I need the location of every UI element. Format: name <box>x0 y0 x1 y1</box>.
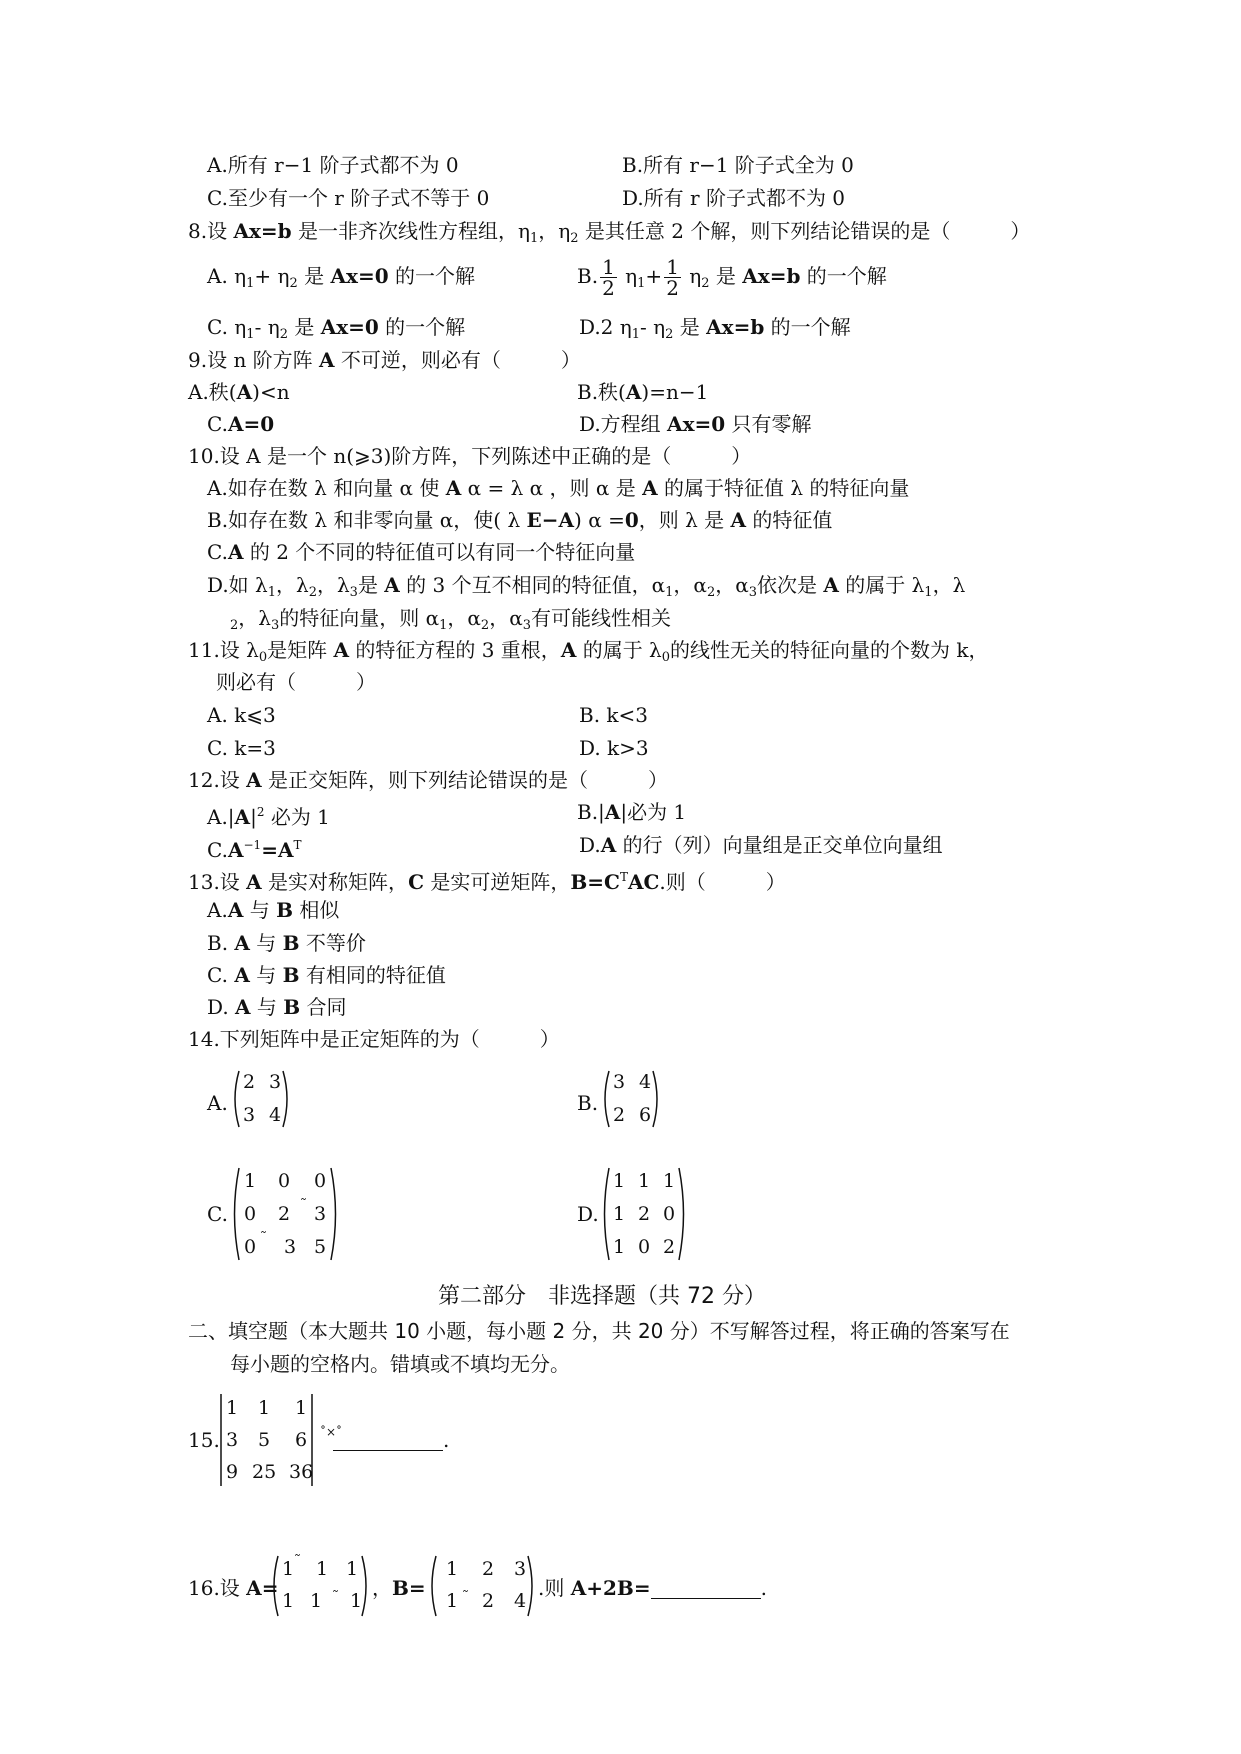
q11-option-a: A. k⩽3 <box>207 703 276 727</box>
matrix-cell: 0 <box>314 1170 327 1192</box>
determinant-cell: 1 <box>226 1397 239 1419</box>
tilde-mark: ˜ <box>332 1589 339 1605</box>
q11-option-c: C. k=3 <box>207 736 276 760</box>
fraction-one-half: $\frac{1}{2}$ <box>666 255 679 300</box>
matrix-cell: 1 <box>282 1590 295 1612</box>
part-two-title: 第二部分 非选择题（共 72 分） <box>438 1284 766 1309</box>
q11-option-d: D. k>3 <box>579 736 649 760</box>
matrix-cell: 1 <box>310 1590 323 1612</box>
matrix-cell: 1 <box>613 1170 626 1192</box>
q14-option-d-label: D. <box>577 1202 599 1226</box>
q8-option-d: D.2 $\eta_1-$ $\eta_2$ 是 Ax=b 的一个解 <box>579 315 851 342</box>
q10-option-c: C.A 的 2 个不同的特征值可以有同一个特征向量 <box>207 540 636 564</box>
q16-tail: .则 A+2B= . <box>538 1576 767 1600</box>
answer-blank[interactable] <box>651 1578 761 1599</box>
q16-matrix-a <box>270 1553 370 1619</box>
q8-option-c: C. $\eta_1-$ $\eta_2$ 是 Ax=0 的一个解 <box>207 315 466 342</box>
q10-option-d-line2: $_2$，$\lambda_3$的特征向量，则 $\alpha_1$，$\alpha_2$，$\alpha_3$有可能线性相关 <box>230 606 671 633</box>
q14-matrix-b <box>601 1068 661 1130</box>
matrix-parentheses-icon <box>601 1068 661 1130</box>
matrix-cell: 2 <box>663 1236 676 1258</box>
q8-option-a: A. $\eta_1+ \eta_2$ 是 Ax=0 的一个解 <box>207 264 476 291</box>
tilde-mark: ˜ <box>462 1589 469 1605</box>
matrix-cell: 2 <box>482 1590 495 1612</box>
q10-option-d-line1: D.如 $\lambda_1$，$\lambda_2$，$\lambda_3$是 A 的 3 个互不相同的特征值，$\alpha_1$，$\alpha_2$，$\alpha_3$依次是 A 的属于 $\lambda_1$，λ <box>207 573 966 600</box>
q12-stem: 12.设 A 是正交矩阵，则下列结论错误的是（ ） <box>188 768 669 792</box>
q12-option-a: $A.|A|^2$ 必为 1 <box>207 805 330 829</box>
matrix-cell: 2 <box>278 1203 291 1225</box>
matrix-cell: 1 <box>663 1170 676 1192</box>
q10-option-a: A.如存在数 λ 和向量 α 使 A α = λ α ，则 α 是 A 的属于特征值 λ 的特征向量 <box>207 476 910 500</box>
matrix-cell: 4 <box>269 1104 282 1126</box>
matrix-cell: 5 <box>314 1236 327 1258</box>
q15-determinant <box>218 1392 316 1488</box>
q8-stem: 8.设 Ax=b 是一非齐次线性方程组，$\eta_1$，$\eta_2$ 是其任意 2 个解，则下列结论错误的是（ ） <box>188 219 1031 246</box>
q13-option-c: C. A 与 B 有相同的特征值 <box>207 963 446 987</box>
matrix-cell: 3 <box>284 1236 297 1258</box>
matrix-cell: 0 <box>638 1236 651 1258</box>
matrix-cell: 4 <box>639 1071 652 1093</box>
q7-option-c: C.至少有一个 r 阶子式不等于 0 <box>207 186 490 210</box>
q8-option-b: B. $\frac{1}{2}$ $\eta_1+$ $\frac{1}{2}$ $\eta_2$ 是 Ax=b 的一个解 <box>577 255 887 300</box>
matrix-cell: 1 <box>350 1590 363 1612</box>
matrix-cell: 3 <box>269 1071 282 1093</box>
matrix-cell: 4 <box>514 1590 527 1612</box>
q9-stem: 9.设 n 阶方阵 A 不可逆，则必有（ ） <box>188 348 581 372</box>
matrix-parentheses-icon <box>231 1068 291 1130</box>
matrix-cell: 6 <box>639 1104 652 1126</box>
matrix-cell: 1 <box>282 1558 295 1580</box>
matrix-cell: 0 <box>244 1203 257 1225</box>
matrix-cell: 1 <box>638 1170 651 1192</box>
determinant-cell: 5 <box>258 1429 271 1451</box>
q11-option-b: B. k<3 <box>579 703 649 727</box>
q14-matrix-d <box>600 1165 688 1263</box>
tilde-mark: ˜ <box>260 1230 267 1246</box>
matrix-cell: 1 <box>613 1236 626 1258</box>
q15-glyph: ˚×˚ <box>320 1425 343 1439</box>
matrix-cell: 0 <box>244 1236 257 1258</box>
answer-blank[interactable] <box>333 1430 443 1451</box>
determinant-cell: 9 <box>226 1461 239 1483</box>
q13-option-b: B. A 与 B 不等价 <box>207 931 366 955</box>
section-two-instructions-line1: 二、填空题（本大题共 10 小题，每小题 2 分，共 20 分）不写解答过程，将正确的答案写在 <box>188 1319 1010 1343</box>
q16-matrix-b <box>428 1553 536 1619</box>
matrix-cell: 1 <box>446 1558 459 1580</box>
q13-option-a: A.A 与 B 相似 <box>207 898 340 922</box>
matrix-cell: 1 <box>316 1558 329 1580</box>
matrix-cell: 1 <box>613 1203 626 1225</box>
matrix-cell: 1 <box>346 1558 359 1580</box>
q7-option-a: A.所有 r−1 阶子式都不为 0 <box>207 153 459 177</box>
q15-label: 15. <box>188 1428 220 1452</box>
determinant-cell: 1 <box>258 1397 271 1419</box>
q10-stem: 10.设 A 是一个 n(⩾3)阶方阵，下列陈述中正确的是（ ） <box>188 444 752 468</box>
matrix-cell: 0 <box>278 1170 291 1192</box>
q14-matrix-c <box>230 1165 340 1263</box>
q9-option-c: C.A=0 <box>207 412 275 436</box>
matrix-cell: 3 <box>314 1203 327 1225</box>
q12-option-d: D.A 的行（列）向量组是正交单位向量组 <box>579 833 943 857</box>
q14-option-b-label: B. <box>577 1091 599 1115</box>
matrix-cell: 2 <box>638 1203 651 1225</box>
q14-option-a-label: A. <box>207 1091 228 1115</box>
q9-option-a: A.秩(A)<n <box>188 380 290 404</box>
determinant-cell: 6 <box>295 1429 308 1451</box>
q16-middle: ，B= <box>372 1576 426 1600</box>
matrix-cell: 3 <box>243 1104 256 1126</box>
q15-answer-line: . <box>333 1427 449 1453</box>
matrix-cell: 3 <box>514 1558 527 1580</box>
q13-stem: 13.设 A 是实对称矩阵，C 是实可逆矩阵，$B=C^TAC$.则（ ） <box>188 870 786 894</box>
determinant-cell: 3 <box>226 1429 239 1451</box>
q16-lead: 16.设 A= <box>188 1576 279 1600</box>
fraction-one-half: $\frac{1}{2}$ <box>602 255 615 300</box>
matrix-cell: 0 <box>663 1203 676 1225</box>
q7-option-d: D.所有 r 阶子式都不为 0 <box>622 186 846 210</box>
determinant-cell: 36 <box>289 1461 314 1483</box>
matrix-cell: 2 <box>243 1071 256 1093</box>
q11-stem-line2: 则必有（ ） <box>216 670 376 694</box>
matrix-cell: 1 <box>446 1590 459 1612</box>
q11-stem-line1: 11.设 $\lambda_0$是矩阵 A 的特征方程的 3 重根，A 的属于 $\lambda_0$的线性无关的特征向量的个数为 k， <box>188 638 989 665</box>
q9-option-b: B.秩(A)=n−1 <box>577 380 709 404</box>
determinant-cell: 1 <box>295 1397 308 1419</box>
matrix-cell: 1 <box>244 1170 257 1192</box>
matrix-cell: 2 <box>613 1104 626 1126</box>
determinant-cell: 25 <box>252 1461 277 1483</box>
q14-matrix-a <box>231 1068 291 1130</box>
tilde-mark: ˜ <box>300 1197 307 1213</box>
q12-option-c: $C.A^{-1}=A^T$ <box>207 838 302 862</box>
matrix-cell: 2 <box>482 1558 495 1580</box>
q7-option-b: B.所有 r−1 阶子式全为 0 <box>622 153 854 177</box>
q12-option-b: B.|A|必为 1 <box>577 800 687 824</box>
section-two-instructions-line2: 每小题的空格内。错填或不填均无分。 <box>230 1352 570 1376</box>
q14-option-c-label: C. <box>207 1202 228 1226</box>
q10-option-b: B.如存在数 λ 和非零向量 α，使( λ E−A) α =0，则 λ 是 A 的特征值 <box>207 508 833 532</box>
tilde-mark: ˜ <box>294 1553 301 1569</box>
q9-option-d: D.方程组 Ax=0 只有零解 <box>579 412 812 436</box>
matrix-cell: 3 <box>613 1071 626 1093</box>
q14-stem: 14.下列矩阵中是正定矩阵的为（ ） <box>188 1027 560 1051</box>
q13-option-d: D. A 与 B 合同 <box>207 995 347 1019</box>
